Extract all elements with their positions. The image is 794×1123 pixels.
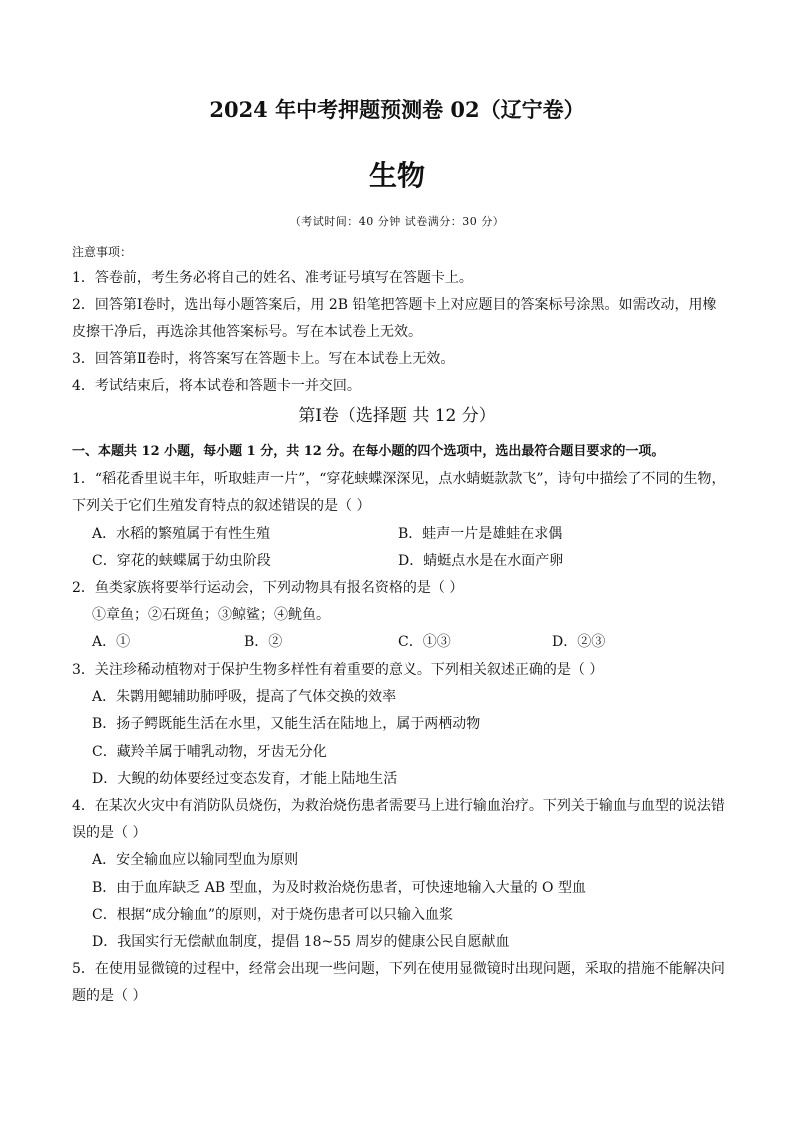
note-1: 1．答卷前，考生务必将自己的姓名、准考证号填写在答题卡上。: [72, 270, 473, 286]
q2-list: ①章鱼；②石斑鱼；③鲸鲨；④鱿鱼。: [92, 607, 330, 623]
q2-stem: 2．鱼类家族将要举行运动会，下列动物具有报名资格的是（ ）: [72, 580, 464, 596]
q1-option-c: C．穿花的蛱蝶属于幼虫阶段: [92, 553, 271, 569]
q2-option-d: D．②③: [552, 634, 606, 650]
note-3: 3．回答第Ⅱ卷时，将答案写在答题卡上。写在本试卷上无效。: [72, 351, 455, 367]
q2-option-a: A．①: [92, 634, 131, 650]
q4-stem-line2: 误的是（ ）: [72, 825, 147, 841]
q3-option-c: C．藏羚羊属于哺乳动物，牙齿无分化: [92, 744, 327, 760]
q2-option-c: C．①③: [398, 634, 451, 650]
q4-option-d: D．我国实行无偿献血制度，提倡 18~55 周岁的健康公民自愿献血: [92, 934, 510, 950]
q4-option-b: B．由于血库缺乏 AB 型血，为及时救治烧伤患者，可快速地输入大量的 O 型血: [92, 880, 586, 896]
exam-title: 2024 年中考押题预测卷 02（辽宁卷）: [209, 97, 585, 122]
section-title: 第Ⅰ卷（选择题 共 12 分）: [298, 406, 496, 426]
q1-stem-line2: 下列关于它们生殖发育特点的叙述错误的是（ ）: [72, 498, 371, 514]
exam-info: （考试时间：40 分钟 试卷满分：30 分）: [289, 215, 505, 228]
q3-option-b: B．扬子鳄既能生活在水里，又能生活在陆地上，属于两栖动物: [92, 716, 481, 732]
note-4: 4．考试结束后，将本试卷和答题卡一并交回。: [72, 378, 361, 394]
note-2b: 皮擦干净后，再选涂其他答案标号。写在本试卷上无效。: [72, 324, 422, 340]
subject-title: 生物: [368, 159, 425, 192]
q1-stem-line1: 1．“稻花香里说丰年，听取蛙声一片”，“穿花蛱蝶深深见，点水蜻蜓款款飞”，诗句中描绘了不同的生物，: [72, 471, 726, 487]
q1-option-d: D．蜻蜓点水是在水面产卵: [398, 553, 564, 569]
note-2a: 2．回答第Ⅰ卷时，选出每小题答案后，用 2B 铅笔把答题卡上对应题目的答案标号涂黑。如需改动，用橡: [72, 297, 717, 313]
q5-stem-line1: 5．在使用显微镜的过程中，经常会出现一些问题，下列在使用显微镜时出现问题，采取的措施不能解决问: [72, 961, 725, 977]
q1-option-a: A．水稻的繁殖属于有性生殖: [92, 526, 271, 542]
q1-option-b: B．蛙声一片是雄蛙在求偶: [398, 526, 563, 542]
q4-option-c: C．根据“成分输血”的原则，对于烧伤患者可以只输入血浆: [92, 907, 454, 923]
q3-option-a: A．朱鹮用鳃辅助肺呼吸，提高了气体交换的效率: [92, 689, 397, 705]
q3-stem: 3．关注珍稀动植物对于保护生物多样性有着重要的意义。下列相关叙述正确的是（ ）: [72, 662, 604, 678]
q5-stem-line2: 题的是（ ）: [72, 988, 147, 1004]
notes-heading: 注意事项：: [72, 245, 133, 259]
q3-option-d: D．大鲵的幼体要经过变态发育，才能上陆地生活: [92, 771, 398, 787]
q2-option-b: B．②: [244, 634, 283, 650]
section-instruction: 一、本题共 12 小题，每小题 1 分，共 12 分。在每小题的四个选项中，选出最符合题目要求的一项。: [72, 444, 665, 459]
q4-stem-line1: 4．在某次火灾中有消防队员烧伤，为救治烧伤患者需要马上进行输血治疗。下列关于输血与血型的说法错: [72, 798, 725, 814]
q4-option-a: A．安全输血应以输同型血为原则: [92, 852, 299, 868]
